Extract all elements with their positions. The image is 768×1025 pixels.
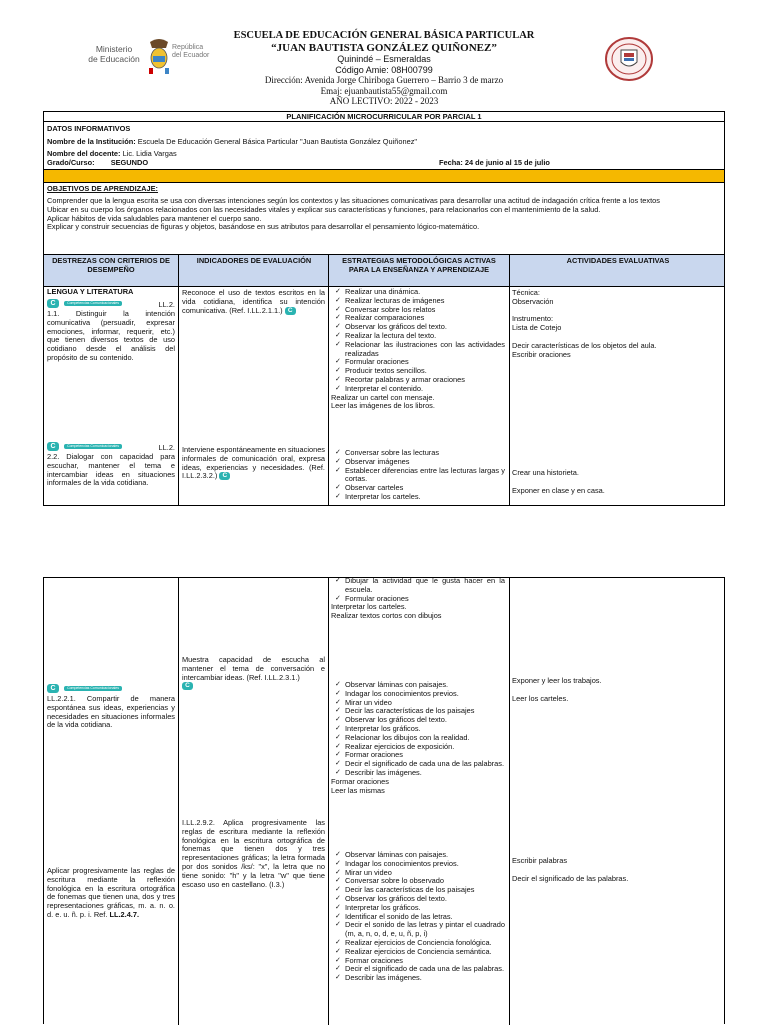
strategy-item: ✓ Decir el significado de cada una de las palabras.: [331, 965, 505, 974]
strategy-item: ✓ Producir textos sencillos.: [331, 367, 505, 376]
strategy-item: ✓ Conversar sobre las lecturas: [331, 449, 505, 458]
objectives-heading: OBJETIVOS DE APRENDIZAJE:: [47, 184, 159, 193]
strategy-item: ✓ Decir el significado de cada una de las palabras.: [331, 760, 505, 769]
strategy-item: ✓ Mirar un video: [331, 869, 505, 878]
info-heading: DATOS INFORMATIVOS: [47, 124, 131, 133]
strategy-item: ✓ Describir las imágenes.: [331, 974, 505, 983]
skill-text: 1.1. Distinguir la intención comunicativa (persuadir, expresar emociones, informar, requerir, etc.) que tienen diversos textos de uso cotidiano desde el análisis del propósito de su contenido.: [47, 309, 175, 362]
strategy-item: ✓ Observar los gráficos del texto.: [331, 716, 505, 725]
strategy-item: ✓ Interpretar los carteles.: [331, 493, 505, 502]
columns-header-row: [44, 255, 724, 287]
strategy-item: ✓ Identificar el sonido de las letras.: [331, 913, 505, 922]
column-header: DESTREZAS CON CRITERIOS DE DESEMPEÑO: [52, 256, 170, 274]
republic-line2: del Ecuador: [172, 52, 210, 59]
objective-item: Comprender que la lengua escrita se usa con diversas intenciones según los contextos y las situaciones comunicativas para desarrollar una actitud de indagación crítica frente a los textos: [47, 196, 660, 205]
institution-value: Escuela De Educación General Básica Particular "Juan Bautista González Quiñonez": [137, 137, 418, 146]
planning-table-page2: [43, 577, 725, 1024]
activity-line: Leer los carteles.: [512, 693, 569, 703]
teacher-value: Lic. Lidia Vargas: [122, 149, 177, 158]
institution-label: Nombre de la Institución:: [47, 137, 136, 146]
subject-title: LENGUA Y LITERATURA: [47, 287, 134, 296]
republic-line1: República: [172, 44, 204, 51]
strategy-item: ✓ Interpretar los gráficos.: [331, 904, 505, 913]
strategy-item: ✓ Indagar los conocimientos previos.: [331, 860, 505, 869]
strategy-item: ✓ Realizar ejercicios de Conciencia semántica.: [331, 948, 505, 957]
strategy-item: ✓ Observar los gráficos del texto.: [331, 323, 505, 332]
grade-row: [47, 159, 148, 168]
strategy-item: ✓ Observar láminas con paisajes.: [331, 851, 505, 860]
activity-line: Escribir palabras: [512, 856, 568, 865]
school-person: “JUAN BAUTISTA GONZÁLEZ QUIÑONEZ”: [271, 42, 497, 54]
plan-title: PLANIFICACIÓN MICROCURRICULAR POR PARCIAL 1: [44, 112, 724, 122]
competency-label: Competencias Comunicacionales: [64, 686, 122, 691]
competency-c-icon: C: [47, 442, 59, 451]
skill-code: LL.2.: [158, 300, 175, 309]
objectives-list: [47, 197, 719, 232]
indicator-cell: [182, 819, 325, 889]
column-header: ACTIVIDADES EVALUATIVAS: [566, 256, 670, 265]
skill-cell: [47, 442, 175, 488]
grade-value: SEGUNDO: [110, 158, 149, 167]
column-divider: [328, 578, 329, 1025]
activity-line: Observación: [512, 296, 554, 306]
strategy-item: ✓ Relacionar los dibujos con la realidad.: [331, 734, 505, 743]
objective-item: Ubicar en su cuerpo los órganos relacionados con las necesidades vitales y explicar sus características y funciones, para relacionarlos con el mantenimiento de la salud.: [47, 204, 601, 214]
skill-ref: LL.2.4.7.: [109, 909, 140, 919]
skill-text: Aplicar progresivamente las reglas de escritura mediante la reflexión fonológica en la escritura ortográfica de fonemas que tienen una, dos y tres representaciones gráficas, m. a. n. o. d. e. u. ñ. p. i. Ref.: [47, 866, 175, 919]
ministry-line1: Ministerio: [95, 44, 133, 54]
school-seal-icon: [603, 36, 655, 82]
indicator-cell: [182, 656, 325, 691]
strategy-plain: Leer las imágenes de los libros.: [331, 401, 435, 411]
strategies-cell: [331, 681, 505, 795]
strategy-item: ✓ Relacionar las ilustraciones con las actividades realizadas: [331, 341, 505, 359]
skill-cell: [47, 867, 175, 920]
strategy-item: ✓ Realizar ejercicios de exposición.: [331, 743, 505, 752]
competency-badge: [47, 684, 122, 693]
strategy-item: ✓ Observar los gráficos del texto.: [331, 895, 505, 904]
strategies-cell: [331, 449, 505, 502]
strategy-item: ✓ Formar oraciones: [331, 957, 505, 966]
activity-line: Decir el significado de las palabras.: [512, 873, 629, 883]
activity-line: Instrumento:: [512, 314, 554, 324]
strategy-item: ✓ Realizar una dinámica.: [331, 288, 505, 297]
column-divider: [509, 578, 510, 1025]
skill-text: LL.2.2.1. Compartir de manera espontánea sus ideas, experiencias y necesidades en situaciones informales de la vida cotidiana.: [47, 694, 175, 730]
strategy-item: ✓ Decir las características de los paisajes: [331, 707, 505, 716]
strategy-item: ✓ Decir el sonido de las letras y pintar el cuadrado (m, a, n, o, d, e, u, ñ, p, i): [331, 921, 505, 939]
strategy-item: ✓ Observar imágenes: [331, 458, 505, 467]
objectives-section: [44, 183, 724, 255]
competency-label: Competencias Comunicacionales: [64, 301, 122, 306]
column-divider: [178, 255, 179, 506]
activity-line: Lista de Cotejo: [512, 323, 562, 333]
strategy-item: ✓ Observar carteles: [331, 484, 505, 493]
school-amie: Código Amie: 08H00799: [335, 64, 433, 75]
indicator-text: Muestra capacidad de escucha al mantener el tema de conversación e intercambiar ideas. (Ref. I.LL.2.3.1.): [182, 655, 325, 682]
skill-text: 2.2. Dialogar con capacidad para escuchar, mantener el tema e intercambiar ideas en situaciones informales de la vida cotidiana.: [47, 452, 175, 488]
school-header-text: [200, 30, 568, 107]
strategy-item: ✓ Observar láminas con paisajes.: [331, 681, 505, 690]
strategy-item: ✓ Interpretar el contenido.: [331, 385, 505, 394]
school-address: Dirección: Avenida Jorge Chiriboga Guerrero – Barrio 3 de marzo: [264, 75, 504, 85]
strategy-plain: Interpretar los carteles.: [331, 602, 407, 612]
activity-line: Escribir oraciones: [512, 349, 571, 359]
strategy-item: ✓ Formar oraciones: [331, 751, 505, 760]
orange-band: [44, 170, 724, 183]
strategy-item: ✓ Conversar sobre lo observado: [331, 877, 505, 886]
competency-c-icon: C: [47, 299, 59, 308]
grade-label: Grado/Curso:: [47, 158, 95, 167]
strategy-item: ✓ Realizar lecturas de imágenes: [331, 297, 505, 306]
school-name: ESCUELA DE EDUCACIÓN GENERAL BÁSICA PARTICULAR: [233, 30, 535, 41]
competency-label: Competencias Comunicacionales: [64, 444, 122, 449]
indicator-cell: [182, 289, 325, 315]
strategies-continuation: [331, 577, 505, 621]
objective-item: Aplicar hábitos de vida saludables para mantener el cuerpo sano.: [47, 213, 262, 223]
school-email: Emaj: ejuanbautista55@gmail.com: [320, 85, 448, 96]
school-year: AÑO LECTIVO: 2022 - 2023: [329, 96, 439, 106]
strategies-cell: [331, 851, 505, 983]
activity-line: Técnica:: [512, 288, 540, 297]
skill-code: LL.2.: [158, 443, 175, 452]
competency-c-icon: C: [47, 684, 59, 693]
activities-cell: [512, 289, 720, 359]
strategy-item: ✓ Realizar comparaciones: [331, 314, 505, 323]
indicator-cell: [182, 446, 325, 481]
strategy-item: ✓ Formular oraciones: [331, 358, 505, 367]
indicator-text: Interviene espontáneamente en situaciones informales de comunicación oral, expresa ideas, experiencias y necesidades. (Ref. I.LL.2.3.2.): [182, 445, 325, 481]
strategy-item: ✓ Realizar la lectura del texto.: [331, 332, 505, 341]
strategy-item: ✓ Recortar palabras y armar oraciones: [331, 376, 505, 385]
info-section: [44, 122, 724, 170]
competency-c-icon: C: [182, 682, 193, 690]
ministry-line2: de Educación: [88, 54, 140, 64]
indicator-text: Reconoce el uso de textos escritos en la vida cotidiana, identifica su intención comunicativa. (Ref. I.LL.2.1.1.): [182, 288, 325, 315]
strategy-plain: Realizar un cartel con mensaje.: [331, 392, 435, 402]
activities-cell: [512, 857, 720, 883]
document-header: [0, 0, 768, 114]
indicator-text: I.LL.2.9.2. Aplica progresivamente las reglas de escritura mediante la reflexión fonológica en la escritura ortográfica de fonemas que tienen dos y tres representaciones gráficas; la letra formada por dos sonidos /ks/: "x", la letra que no tiene sonido: "h" y la letra "w" que tiene escaso uso en castellano. (I.3.): [182, 818, 325, 889]
strategy-item: ✓ Interpretar los gráficos.: [331, 725, 505, 734]
strategy-item: ✓ Decir las características de los paisajes: [331, 886, 505, 895]
activities-cell: [512, 677, 720, 703]
teacher-label: Nombre del docente:: [47, 149, 121, 158]
strategy-item: ✓ Indagar los conocimientos previos.: [331, 690, 505, 699]
activity-line: Exponer y leer los trabajos.: [512, 676, 602, 685]
strategy-item: ✓ Mirar un video: [331, 699, 505, 708]
planning-table-page1: [43, 111, 725, 506]
strategy-plain: Leer las mismas: [331, 785, 385, 795]
strategies-cell: [331, 288, 505, 411]
skill-cell: [47, 299, 175, 363]
column-header: ESTRATEGIAS METODOLÓGICAS ACTIVAS PARA LA ENSEÑANZA Y APRENDIZAJE: [342, 256, 496, 274]
institution-row: [47, 138, 417, 147]
objective-item: Explicar y construir secuencias de figuras y objetos, basándose en sus atributos para desarrollar el pensamiento lógico-matemático.: [47, 222, 480, 232]
competency-c-icon: C: [285, 307, 296, 315]
school-location: Quinindé – Esmeraldas: [337, 54, 431, 64]
strategy-item: ✓ Realizar ejercicios de Conciencia fonológica.: [331, 939, 505, 948]
competency-badge: [47, 299, 122, 308]
competency-badge: [47, 442, 122, 451]
strategy-item: ✓ Conversar sobre los relatos: [331, 306, 505, 315]
strategy-item: ✓ Establecer diferencias entre las lecturas largas y cortas.: [331, 467, 505, 485]
strategy-item: ✓ Dibujar la actividad que le gusta hacer en la escuela.: [331, 577, 505, 595]
skill-cell: [47, 684, 175, 730]
strategy-item: ✓ Describir las imágenes.: [331, 769, 505, 778]
column-header: INDICADORES DE EVALUACIÓN: [196, 256, 312, 265]
strategy-plain: Realizar textos cortos con dibujos: [331, 611, 442, 621]
activity-line: Exponer en clase y en casa.: [512, 485, 605, 495]
strategy-item: ✓ Formular oraciones: [331, 595, 505, 604]
activities-cell: [512, 469, 720, 495]
activity-line: Decir características de los objetos del aula.: [512, 340, 657, 350]
column-divider: [178, 578, 179, 1025]
activity-line: Crear una historieta.: [512, 468, 579, 477]
column-divider: [509, 255, 510, 506]
date-text: Fecha: 24 de junio al 15 de julio: [439, 158, 550, 167]
competency-c-icon: C: [219, 472, 230, 480]
coat-of-arms-icon: [146, 38, 172, 76]
column-divider: [328, 255, 329, 506]
strategy-plain: Formar oraciones: [331, 776, 389, 786]
